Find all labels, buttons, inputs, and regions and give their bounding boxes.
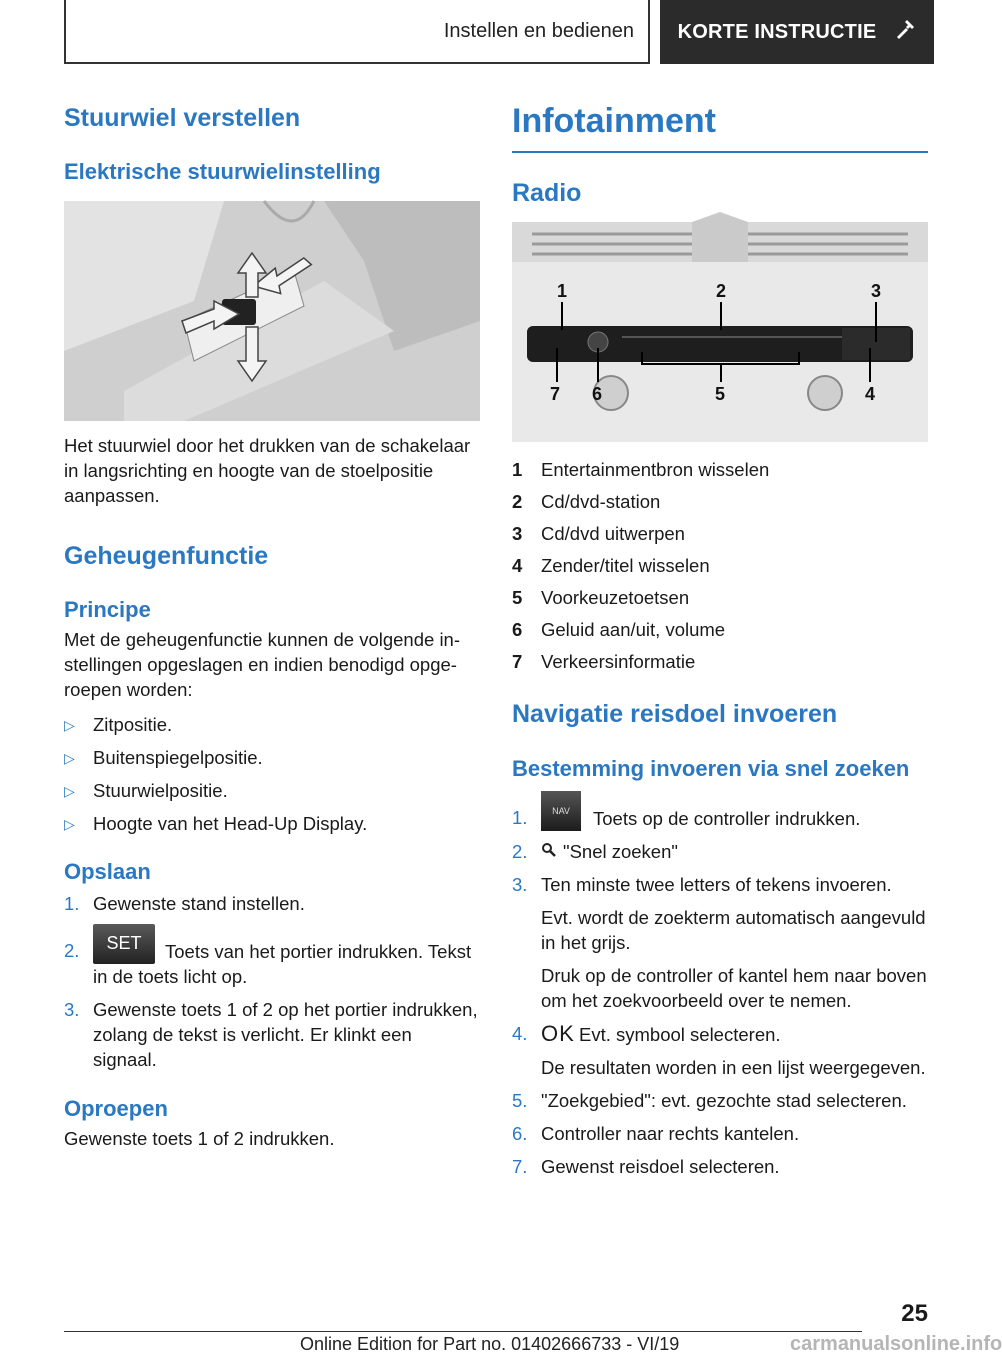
list-item: 2. SET Toets van het portier indrukken. Tekst in de toets licht op. [64, 924, 480, 989]
recall-text: Gewenste toets 1 of 2 indrukken. [64, 1128, 335, 1149]
radio-heading: Radio [512, 179, 582, 207]
search-icon [541, 839, 563, 864]
callout-1: 1 [557, 281, 568, 301]
table-row: 6 Geluid aan/uit, volume [512, 619, 726, 640]
recall-heading: Oproepen [64, 1096, 168, 1121]
list-item: 6. Controller naar rechts kantelen. [512, 1123, 800, 1144]
section-title: Instellen en bedienen [443, 19, 634, 42]
callout-4: 4 [865, 384, 876, 404]
set-key-icon: SET [93, 924, 155, 964]
memory-heading: Geheugenfunctie [64, 542, 269, 570]
infotainment-heading: Infotainment [512, 102, 928, 153]
nav-heading: Navigatie reisdoel invoeren [512, 700, 838, 728]
table-row: 1 Entertainmentbron wisselen [512, 459, 770, 480]
steering-heading: Stuurwiel verstellen [64, 104, 301, 132]
page-number: 25 [901, 1300, 928, 1327]
table-row: 7 Verkeersinformatie [512, 651, 696, 672]
list-item: ▷ Stuurwielpositie. [64, 778, 480, 804]
save-heading: Opslaan [64, 859, 151, 884]
wrench-icon [894, 18, 916, 46]
watermark: carmanualsonline.info [790, 1333, 1002, 1355]
memory-bullet-list [64, 712, 480, 837]
callout-6: 6 [592, 384, 603, 404]
footer-divider [64, 1331, 862, 1332]
list-item: 3. Ten minste twee letters of tekens invoeren. Evt. wordt de zoekterm automatisch aangevuld in het grijs. Druk op de controller of kantel hem naar boven om het zoekvoorbeeld over te nemen. [512, 874, 927, 1011]
steering-subheading: Elektrische stuurwielinstelling [64, 159, 381, 184]
list-item: 2. "Snel zoeken" [512, 841, 678, 862]
table-row: 3 Cd/dvd uitwerpen [512, 523, 685, 544]
triangle-icon: ▷ [64, 783, 75, 799]
table-row: 5 Voorkeuzetoetsen [512, 587, 690, 608]
principle-text: Met de geheugenfunctie kunnen de volgende instellingen opgeslagen en indien benodigd opgeroepen worden: [64, 629, 461, 700]
right-column [512, 96, 928, 1187]
chapter-tab-label: KORTE INSTRUCTIE [677, 20, 877, 43]
callout-5: 5 [715, 384, 726, 404]
nav-subheading: Bestemming invoeren via snel zoeken [512, 756, 910, 781]
list-item: ▷ Zitpositie. [64, 712, 480, 738]
table-row: 2 Cd/dvd-station [512, 491, 661, 512]
list-item: 3. Gewenste toets 1 of 2 op het portier indrukken, zolang de tekst is verlicht. Er klinkt een signaal. [64, 999, 478, 1070]
triangle-icon: ▷ [64, 750, 75, 766]
triangle-icon: ▷ [64, 717, 75, 733]
principle-heading: Principe [64, 597, 151, 622]
list-item: 5. "Zoekgebied": evt. gezochte stad selecteren. [512, 1090, 907, 1111]
radio-panel-photo [512, 222, 928, 442]
callout-7: 7 [550, 384, 561, 404]
save-steps [64, 891, 480, 1072]
steering-text: Het stuurwiel door het drukken van de schakelaar in langsrichting en hoogte van de stoelpositie aanpassen. [64, 435, 471, 506]
left-column [64, 96, 480, 1151]
list-item: ▷ Buitenspiegelpositie. [64, 745, 480, 771]
callout-3: 3 [871, 281, 882, 301]
nav-key-icon: NAV [541, 791, 581, 831]
table-row: 4 Zender/titel wisselen [512, 555, 710, 576]
list-item: 1. NAV Toets op de controller indrukken. [512, 791, 928, 831]
chapter-tab[interactable] [660, 0, 934, 64]
triangle-icon: ▷ [64, 816, 75, 832]
nav-steps [512, 791, 928, 1179]
list-item: ▷ Hoogte van het Head-Up Display. [64, 811, 480, 837]
edition-text: Online Edition for Part no. 01402666733 - VI/19 [300, 1334, 680, 1354]
steering-adjust-photo [64, 201, 480, 421]
list-item: 4. OK Evt. symbool selecteren. De resultaten worden in een lijst weergegeven. [512, 1021, 926, 1078]
header-frame [64, 0, 650, 64]
ok-icon: OK [541, 1021, 575, 1046]
radio-legend [512, 454, 769, 678]
callout-2: 2 [716, 281, 727, 301]
list-item: 1. Gewenste stand instellen. [64, 893, 305, 914]
list-item: 7. Gewenst reisdoel selecteren. [512, 1156, 780, 1177]
